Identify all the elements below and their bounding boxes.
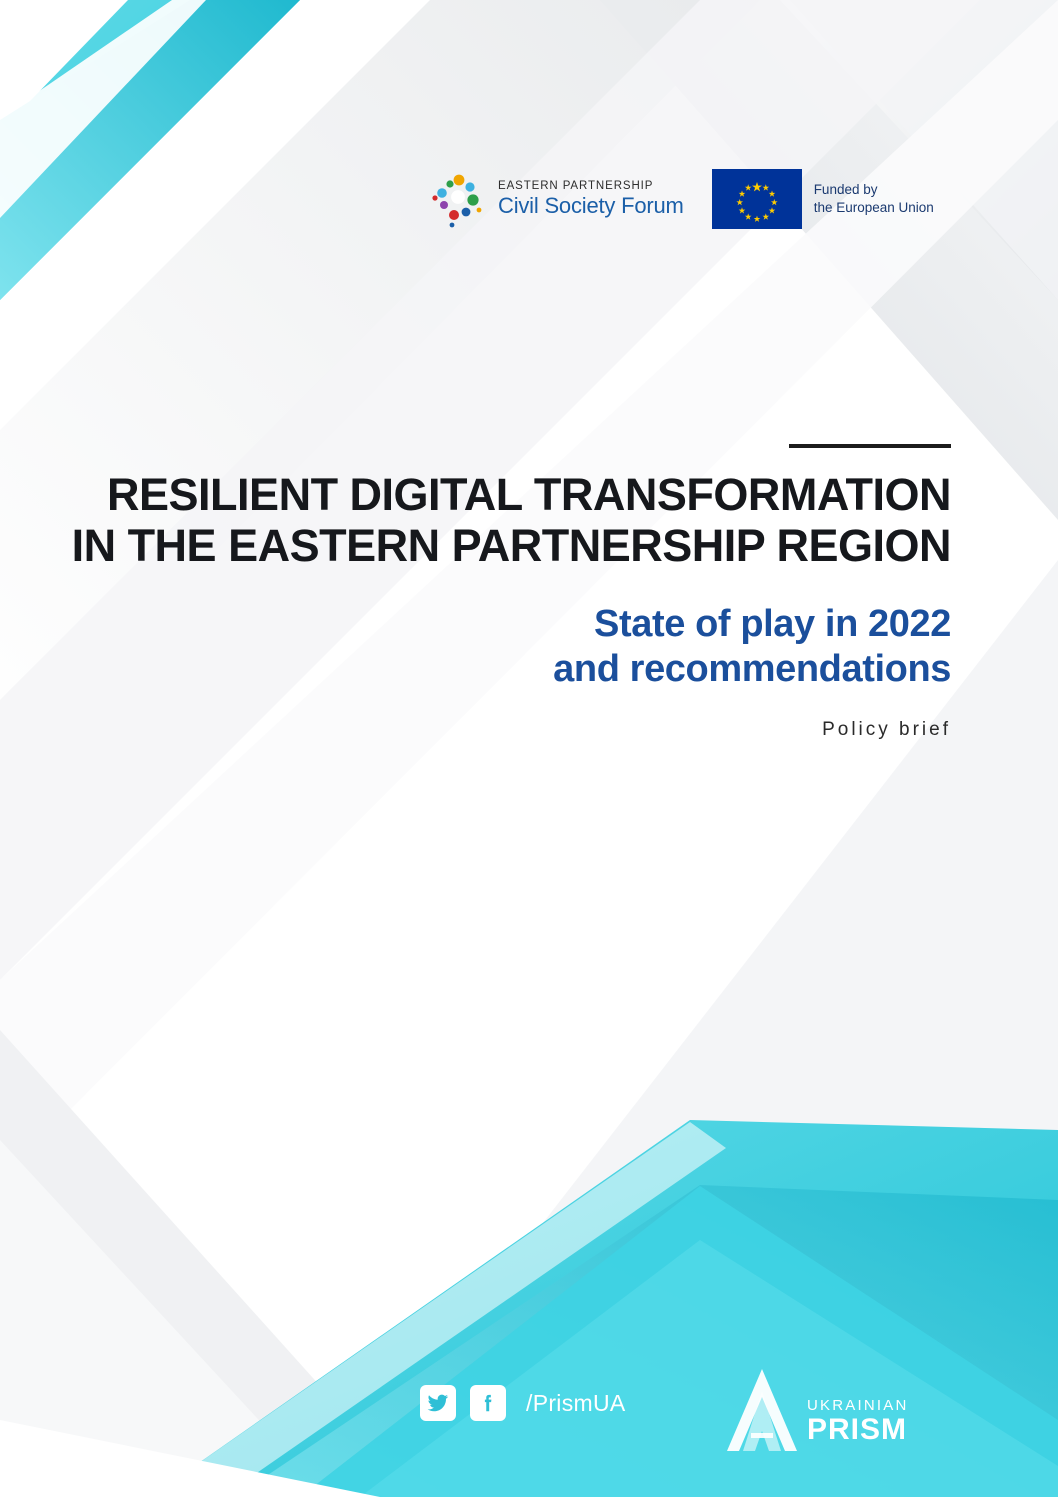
prism-wordmark-top: UKRAINIAN <box>807 1397 909 1414</box>
eu-funded-line1: Funded by <box>813 181 878 197</box>
dots-cluster-icon <box>430 170 488 228</box>
title-block <box>60 470 951 741</box>
ukrainian-prism-logo <box>725 1361 925 1453</box>
header-logos <box>430 166 970 232</box>
eu-funded-line2: the European Union <box>813 200 934 215</box>
eap-civil-society-forum-logo <box>430 170 684 228</box>
eap-logo-line2: Civil Society Forum <box>498 193 684 219</box>
social-handle[interactable]: /PrismUA <box>526 1389 626 1416</box>
page-subtitle <box>60 602 951 692</box>
page-title: RESILIENT DIGITAL TRANSFORMATION IN THE EASTERN PARTNERSHIP REGION <box>71 469 951 571</box>
eu-flag-icon <box>712 169 802 229</box>
prism-wordmark-bottom: PRISM <box>807 1413 908 1446</box>
eap-logo-text <box>498 180 684 217</box>
twitter-icon[interactable] <box>420 1385 456 1421</box>
social-links <box>420 1385 626 1421</box>
prism-triangle-icon <box>725 1367 799 1453</box>
eu-funded-text <box>814 181 934 217</box>
document-type-label: Policy brief <box>822 719 951 741</box>
footer <box>0 1379 1058 1451</box>
eap-logo-line1: EASTERN PARTNERSHIP <box>498 180 654 193</box>
title-divider <box>789 444 951 448</box>
page-subtitle-line2: and recommendations <box>553 647 951 690</box>
prism-wordmark <box>807 1398 908 1453</box>
page-subtitle-line1: State of play in 2022 <box>594 602 951 645</box>
facebook-icon[interactable] <box>470 1385 506 1421</box>
eu-funding-logo <box>712 169 934 229</box>
